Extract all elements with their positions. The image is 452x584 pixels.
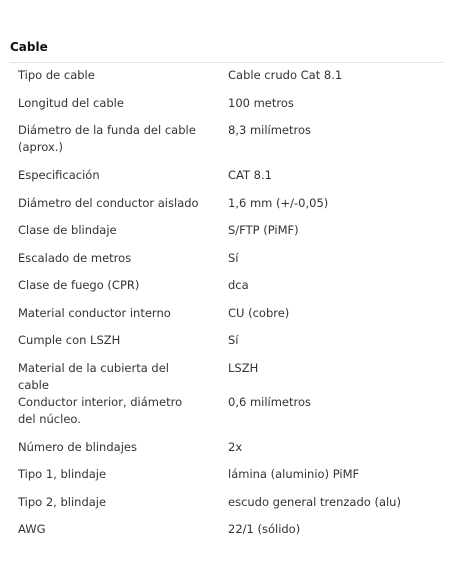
spec-label: Material conductor interno: [18, 305, 171, 320]
spec-value: Sí: [228, 250, 239, 265]
spec-row-diametro-conductor: [0, 195, 452, 223]
spec-value: 2x: [228, 439, 243, 454]
spec-label: Cumple con LSZH: [18, 333, 121, 347]
spec-value: Sí: [228, 333, 239, 347]
spec-row-clase-de-blindaje: [0, 222, 452, 250]
spec-label: Número de blindajes: [18, 439, 137, 454]
section-title: Cable: [10, 40, 48, 54]
spec-row-diametro-funda: [0, 122, 452, 167]
spec-label: Conductor interior, diámetro del núcleo.: [18, 394, 183, 426]
spec-label: Diámetro del conductor aislado: [18, 195, 199, 210]
spec-row-awg: [0, 521, 452, 549]
spec-row-clase-de-fuego: [0, 277, 452, 305]
spec-row-cumple-lszh: [0, 332, 452, 360]
spec-row-longitud-del-cable: [0, 95, 452, 123]
spec-label: Escalado de metros: [18, 250, 132, 265]
spec-row-especificacion: [0, 167, 452, 195]
spec-table: [0, 67, 452, 549]
spec-label: Material de la cubierta del cable: [18, 360, 169, 392]
spec-row-material-cubierta: [0, 360, 452, 394]
spec-label: Longitud del cable: [18, 95, 124, 110]
spec-value: 0,6 milímetros: [228, 394, 312, 409]
spec-value: 22/1 (sólido): [228, 522, 301, 536]
spec-value: dca: [228, 278, 249, 292]
spec-value: 100 metros: [228, 95, 294, 110]
spec-value: 8,3 milímetros: [228, 123, 312, 137]
spec-label: AWG: [18, 522, 46, 536]
spec-value: CAT 8.1: [228, 168, 272, 182]
section-divider: [10, 62, 444, 63]
spec-label: Especificación: [18, 168, 100, 182]
spec-row-escalado-de-metros: [0, 250, 452, 278]
spec-row-material-conductor: [0, 305, 452, 333]
spec-label: Tipo 1, blindaje: [18, 467, 107, 481]
spec-value: Cable crudo Cat 8.1: [228, 68, 343, 82]
spec-row-tipo-de-cable: [0, 67, 452, 95]
spec-value: LSZH: [228, 360, 259, 375]
spec-label: Tipo de cable: [18, 68, 95, 82]
spec-label: Diámetro de la funda del cable (aprox.): [18, 123, 196, 154]
spec-label: Clase de fuego (CPR): [18, 278, 140, 292]
spec-row-tipo-1-blindaje: [0, 466, 452, 494]
spec-value: escudo general trenzado (alu): [228, 494, 401, 509]
spec-row-numero-blindajes: [0, 439, 452, 467]
spec-label: Tipo 2, blindaje: [18, 494, 107, 509]
spec-row-tipo-2-blindaje: [0, 494, 452, 522]
spec-value: lámina (aluminio) PiMF: [228, 467, 360, 481]
spec-value: S/FTP (PiMF): [228, 223, 299, 237]
spec-value: 1,6 mm (+/-0,05): [228, 195, 329, 210]
spec-row-diametro-nucleo: [0, 394, 452, 439]
spec-label: Clase de blindaje: [18, 223, 117, 237]
spec-value: CU (cobre): [228, 305, 290, 320]
